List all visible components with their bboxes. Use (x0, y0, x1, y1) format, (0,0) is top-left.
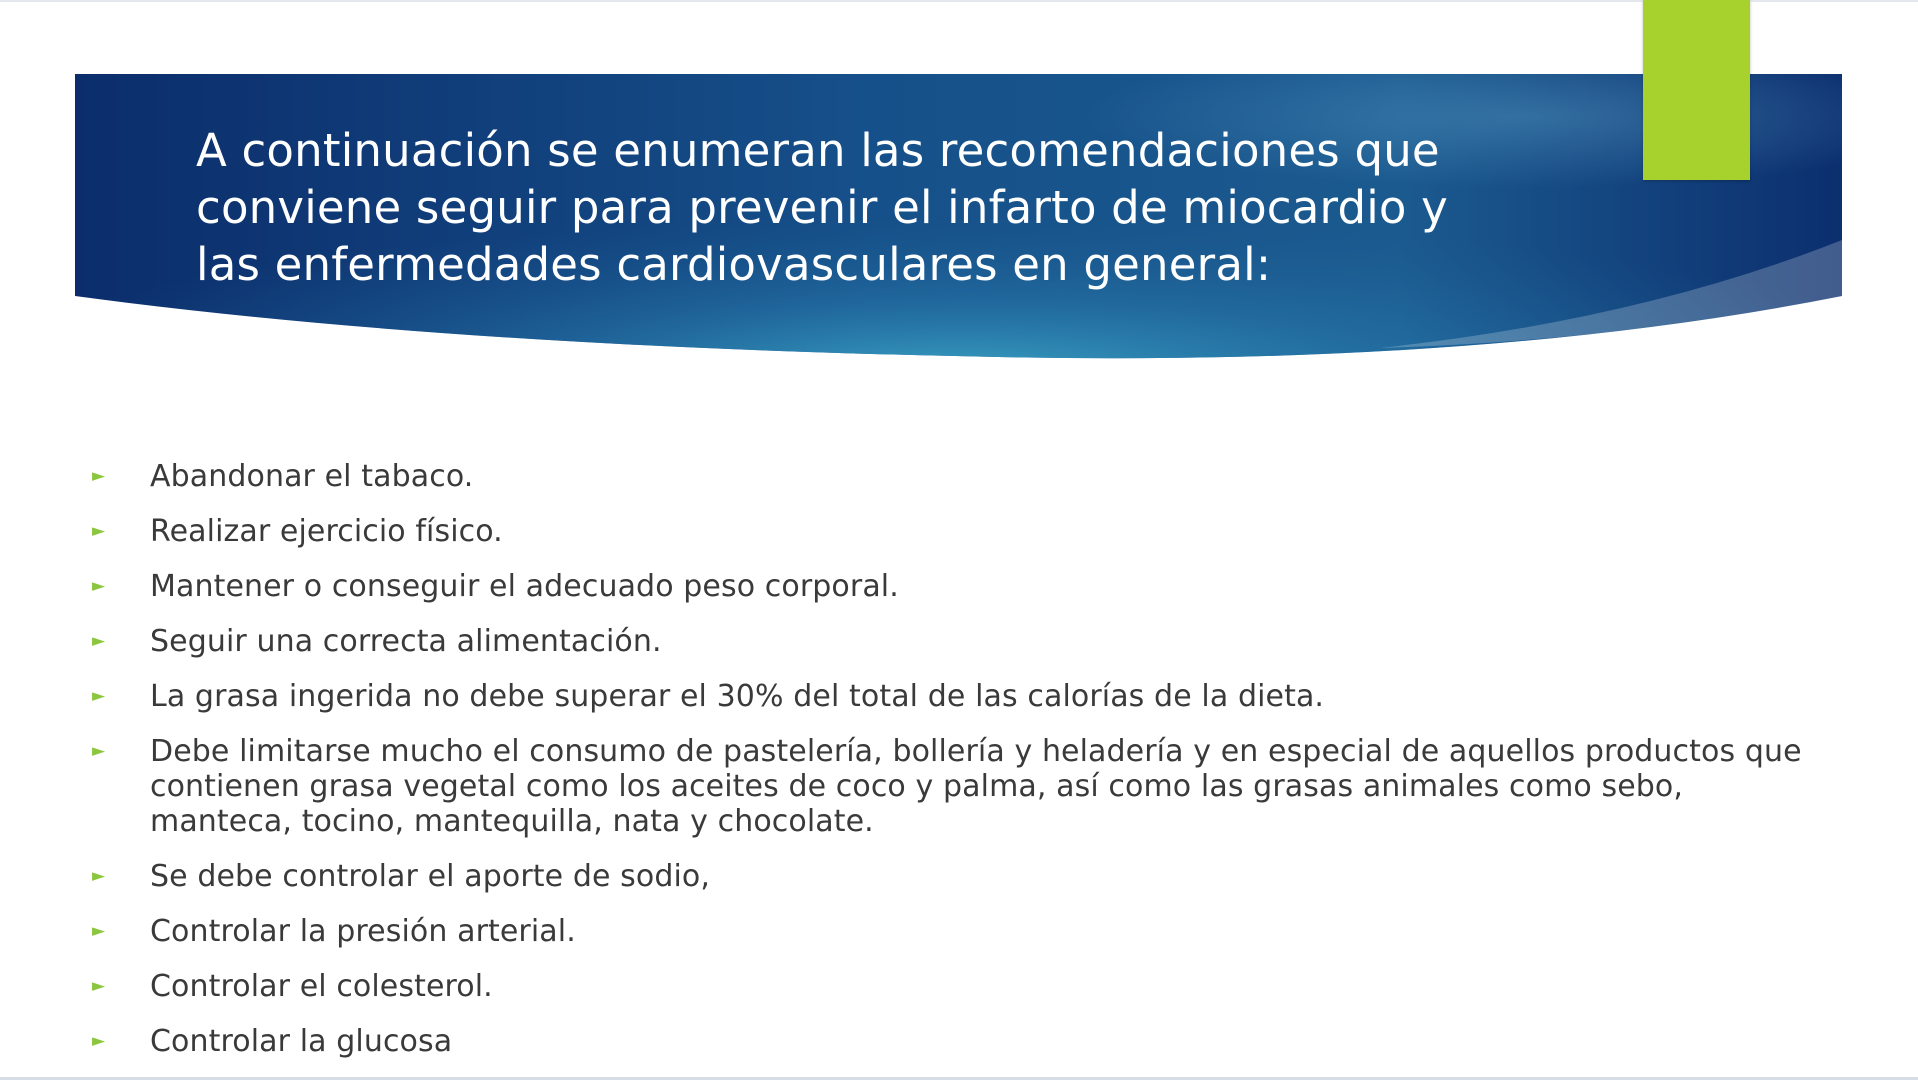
bullet-item (90, 679, 1830, 714)
bullet-item (90, 624, 1830, 659)
triangle-arrow-icon: ► (92, 466, 106, 486)
triangle-arrow-icon: ► (92, 921, 106, 941)
bullet-item (90, 969, 1830, 1004)
bullet-text: Abandonar el tabaco. (150, 459, 474, 494)
triangle-arrow-icon: ► (92, 576, 106, 596)
bullet-item (90, 569, 1830, 604)
bullet-text: Se debe controlar el aporte de sodio, (150, 859, 711, 894)
green-accent-bar (1643, 0, 1750, 180)
triangle-arrow-icon: ► (92, 866, 106, 886)
bullet-text: La grasa ingerida no debe superar el 30% del total de las calorías de la dieta. (150, 679, 1325, 714)
bullet-item (90, 459, 1830, 494)
triangle-arrow-icon: ► (92, 631, 106, 651)
bullet-text: Seguir una correcta alimentación. (150, 624, 662, 659)
triangle-arrow-icon: ► (92, 1031, 106, 1051)
bullet-text: Controlar la presión arterial. (150, 914, 576, 949)
bullet-item (90, 514, 1830, 549)
bullet-item (90, 734, 1830, 839)
bullet-text: Debe limitarse mucho el consumo de pastelería, bollería y heladería y en especial de aquellos productos que contienen grasa vegetal como los aceites de coco y palma, así como las grasas animales como sebo, manteca, tocino, mantequilla, nata y chocolate. (150, 734, 1802, 839)
recommendation-list (90, 459, 1830, 1079)
bullet-text: Controlar la glucosa (150, 1024, 453, 1059)
bullet-item (90, 859, 1830, 894)
bullet-text: Controlar el colesterol. (150, 969, 493, 1004)
bullet-item (90, 914, 1830, 949)
triangle-arrow-icon: ► (92, 521, 106, 541)
triangle-arrow-icon: ► (92, 741, 106, 761)
slide-title: A continuación se enumeran las recomendaciones que conviene seguir para prevenir el infarto de miocardio y las enfermedades cardiovasculares en general: (196, 124, 1448, 291)
triangle-arrow-icon: ► (92, 976, 106, 996)
bullet-text: Realizar ejercicio físico. (150, 514, 503, 549)
bullet-item (90, 1024, 1830, 1059)
bullet-text: Mantener o conseguir el adecuado peso corporal. (150, 569, 899, 604)
triangle-arrow-icon: ► (92, 686, 106, 706)
